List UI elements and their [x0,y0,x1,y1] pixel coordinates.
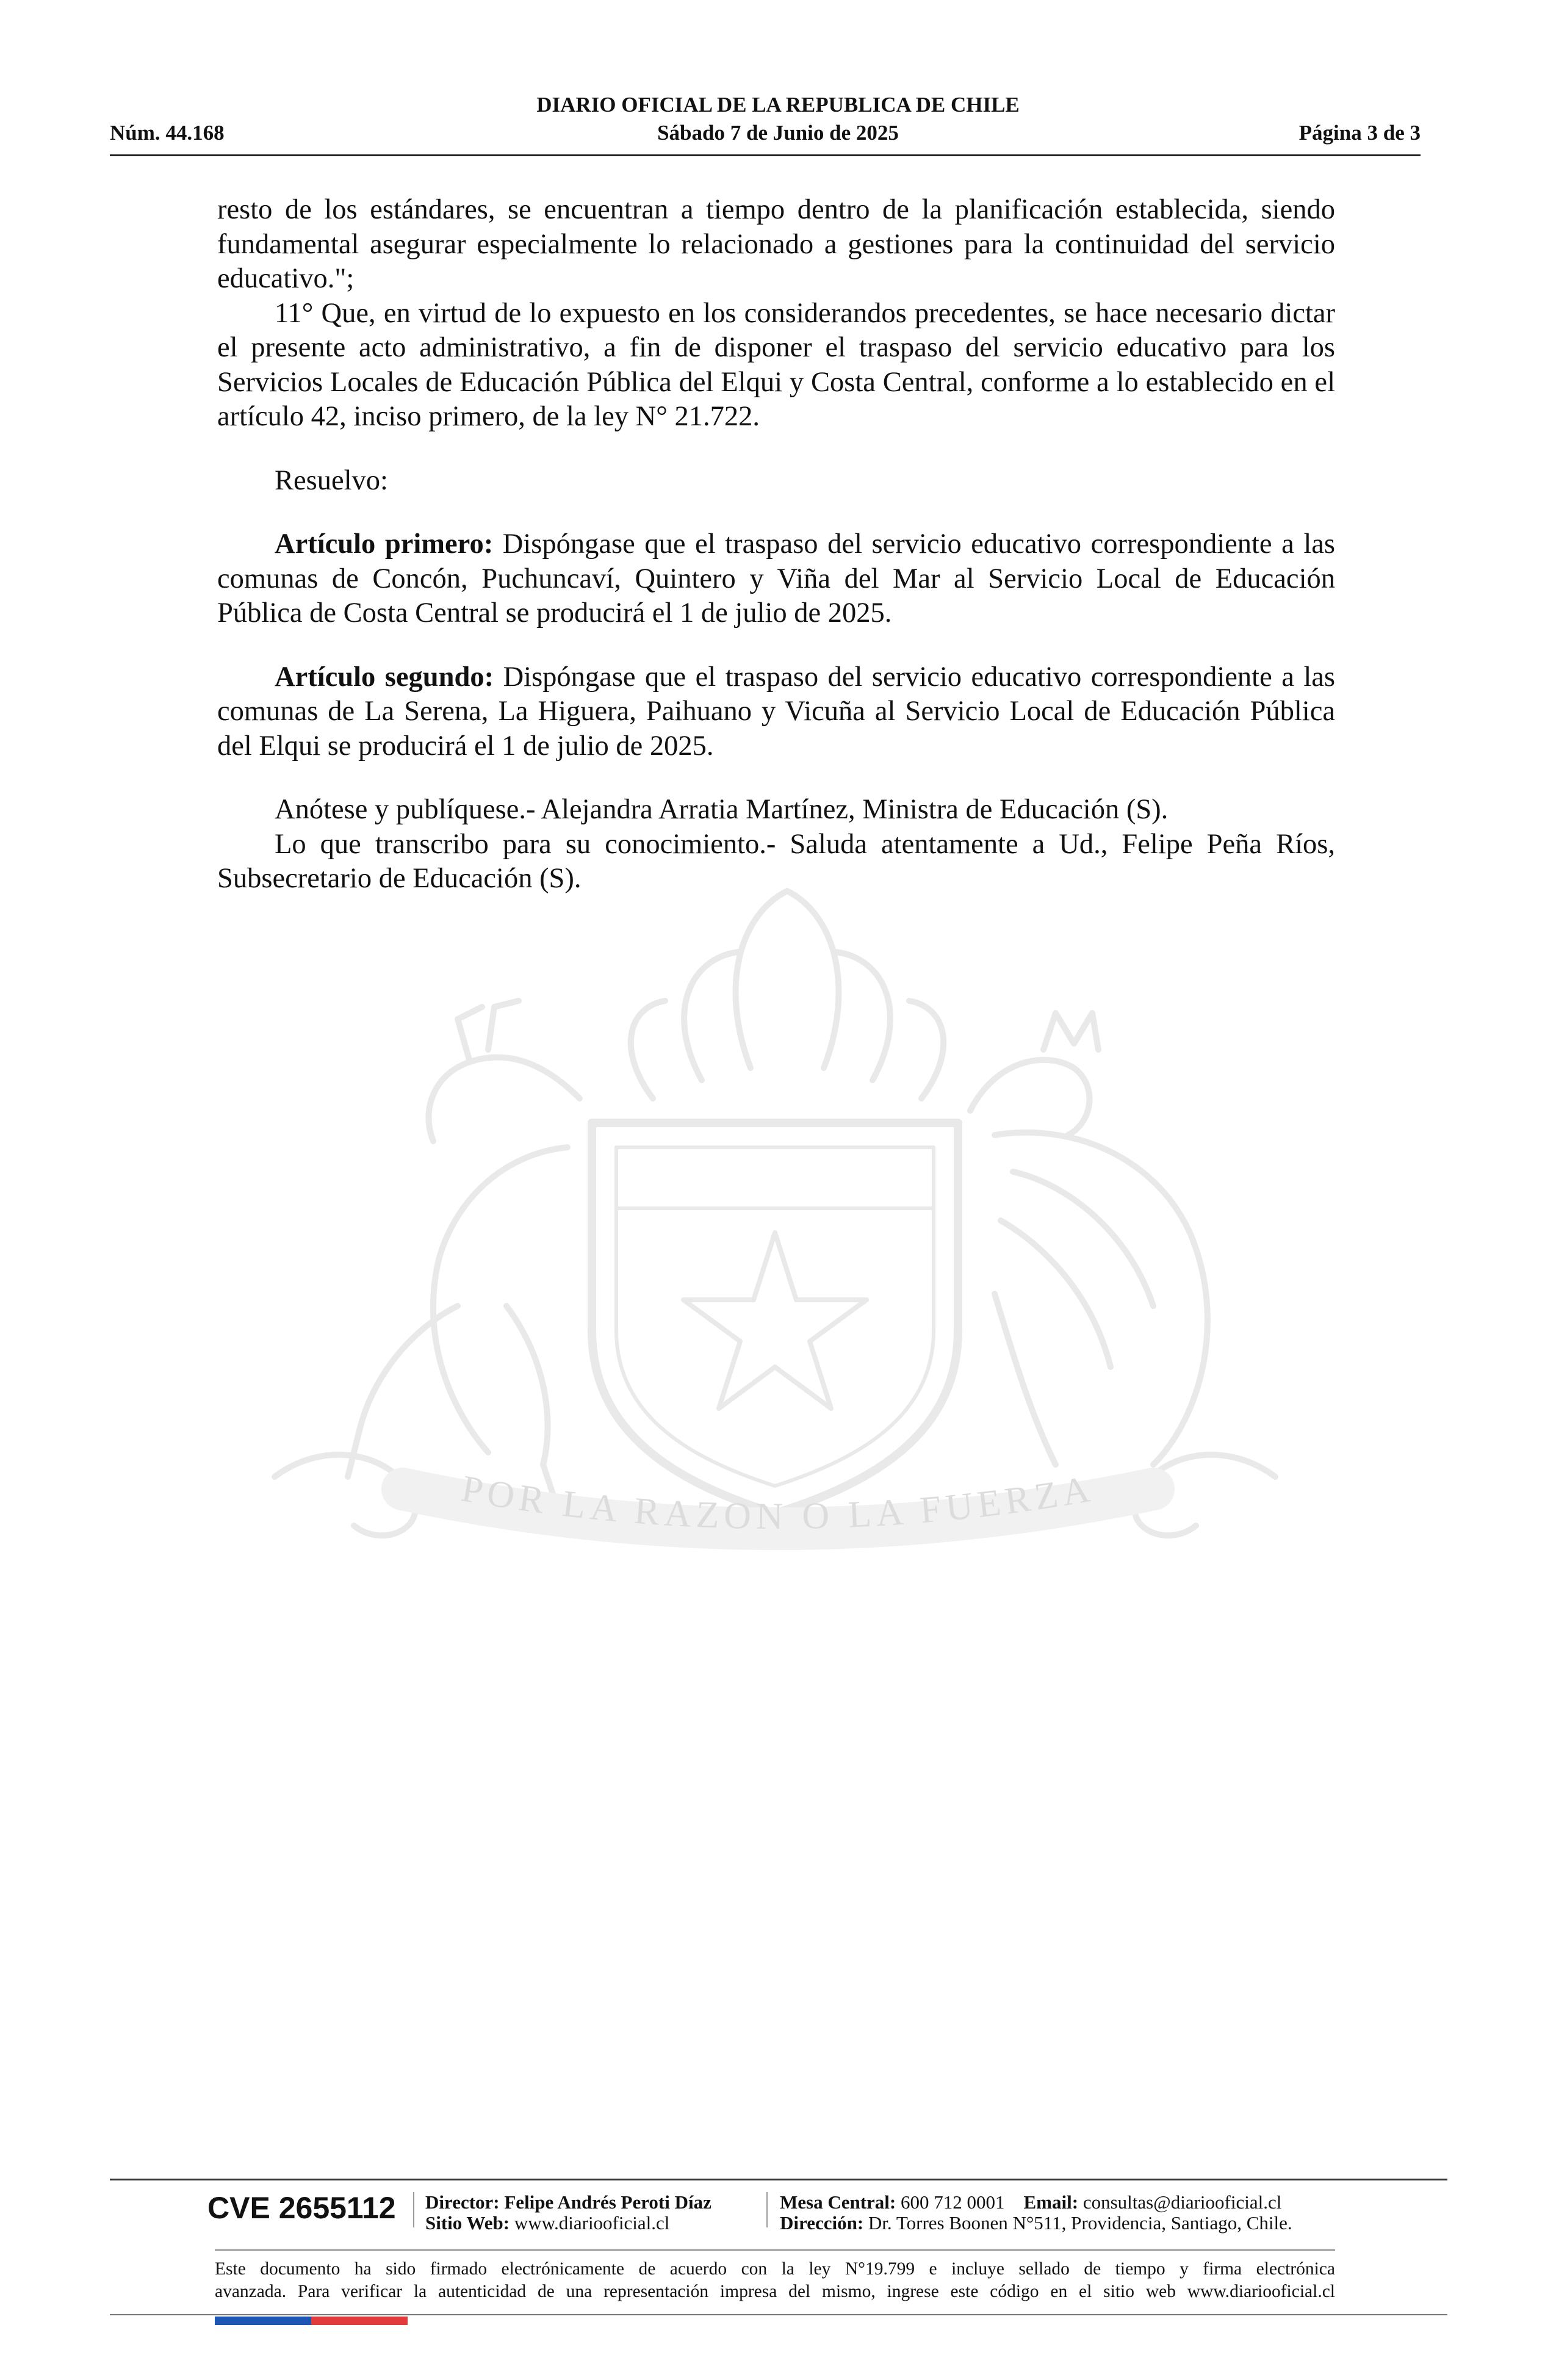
closing-publish: Anótese y publíquese.- Alejandra Arratia Martínez, Ministra de Educación (S). [275,794,1169,825]
article-second [217,660,1335,764]
article-first-label: Artículo primero: [275,528,494,560]
closing-transcribe: Lo que transcribo para su conocimiento.- Saluda atentamente a Ud., Felipe Peña Ríos, Subsecretario de Educación (S). [217,828,1335,894]
issue-number: Núm. 44.168 [110,121,225,145]
article-second-text: Dispóngase que el traspaso del servicio educativo correspondiente a las comunas de La Serena, La Higuera, Paihuano y Vicuña al Servicio Local de Educación Pública del Elqui se producirá el 1 de julio de 2025. [217,661,1335,762]
address-value: Dr. Torres Boonen N°511, Providencia, Santiago, Chile. [868,2212,1292,2234]
flag-stripe-red [311,2317,408,2325]
resuelvo-heading: Resuelvo: [275,464,388,496]
footer-separator [766,2192,768,2227]
director-name: Felipe Andrés Peroti Díaz [504,2191,711,2213]
footer-contact-block [780,2192,1292,2234]
document-body [217,193,1335,896]
website-label: Sitio Web: [425,2212,510,2234]
mesa-phone: 600 712 0001 [901,2191,1005,2213]
website-link[interactable]: www.diariooficial.cl [514,2212,670,2234]
email-label: Email: [1023,2191,1079,2213]
flag-stripe-blue [215,2317,311,2325]
header-divider [110,154,1421,156]
page-indicator: Página 3 de 3 [1298,121,1421,145]
address-label: Dirección: [780,2212,864,2234]
publication-title: DIARIO OFICIAL DE LA REPUBLICA DE CHILE [536,93,1020,117]
legal-line-2: avanzada. Para verificar la autenticidad de una representación impresa del mismo, ingrese este código en el sitio web www.diariooficial.cl [215,2282,1335,2301]
cve-code: CVE 2655112 [207,2191,396,2225]
footer-mid-divider [215,2249,1335,2251]
legal-line-1: Este documento ha sido firmado electrónicamente de acuerdo con la ley N°19.799 e incluye sellado de tiempo y firma electrónica [215,2259,1335,2279]
footer-bottom-divider [110,2314,1447,2315]
article-first-text: Dispóngase que el traspaso del servicio educativo correspondiente a las comunas de Concón, Puchuncaví, Quintero y Viña del Mar al Servicio Local de Educación Pública de Costa Central se producirá el 1 de julio de 2025. [217,528,1335,629]
footer-legal-notice [215,2258,1335,2303]
mesa-label: Mesa Central: [780,2191,896,2213]
footer-director-block [425,2192,711,2234]
paragraph-continuation: resto de los estándares, se encuentran a tiempo dentro de la planificación establecida, siendo fundamental asegurar especialmente lo relacionado a gestiones para la continuidad del servicio educativo."; [217,194,1335,294]
issue-date: Sábado 7 de Junio de 2025 [657,121,899,145]
email-link[interactable]: consultas@diariooficial.cl [1082,2191,1282,2213]
article-first [217,527,1335,631]
paragraph-considerando-11: 11° Que, en virtud de lo expuesto en los considerandos precedentes, se hace necesario dictar el presente acto administrativo, a fin de disponer el traspaso del servicio educativo para los Servicios Locales de Educación Pública del Elqui y Costa Central, conforme a lo establecido en el artículo 42, inciso primero, de la ley N° 21.722. [217,297,1335,432]
coat-of-arms-watermark [201,867,1349,1678]
director-label: Director: [425,2191,500,2213]
footer-separator [413,2192,414,2227]
watermark-motto: POR LA RAZON O LA FUERZA [458,1468,1098,1538]
article-second-label: Artículo segundo: [275,661,494,693]
footer-top-divider [110,2179,1447,2180]
